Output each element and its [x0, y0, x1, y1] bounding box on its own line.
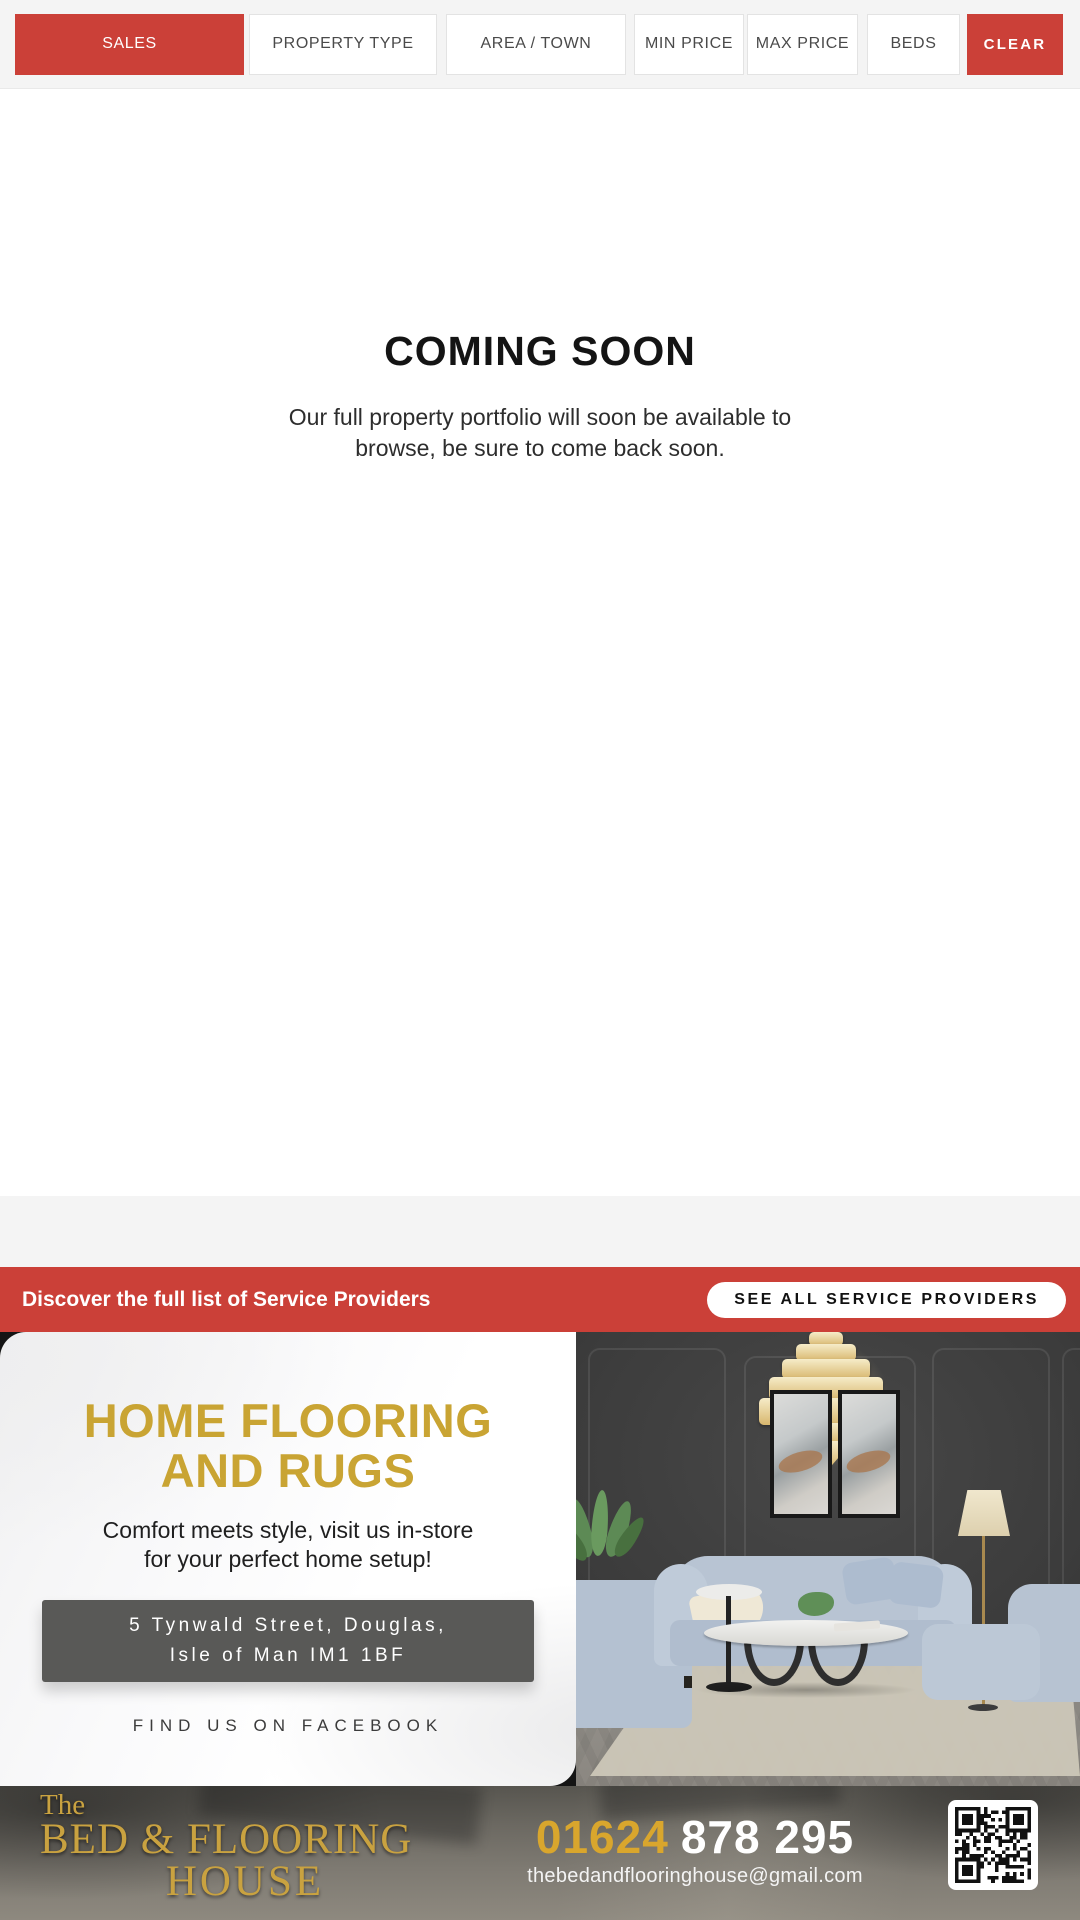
qr-code	[948, 1800, 1038, 1890]
page-subtitle	[0, 402, 1080, 464]
beds-button[interactable]: BEDS	[867, 14, 960, 75]
email-address: thebedandflooringhouse@gmail.com	[527, 1865, 863, 1887]
advert-footer	[0, 1786, 1080, 1920]
find-us-on-facebook-link[interactable]: FIND US ON FACEBOOK	[132, 1716, 444, 1735]
clear-button[interactable]: CLEAR	[967, 14, 1063, 75]
service-providers-banner	[0, 1267, 1080, 1332]
area-town-button[interactable]: AREA / TOWN	[446, 14, 626, 75]
phone-number: 01624 878 295	[535, 1811, 855, 1863]
spacer-band	[0, 1196, 1080, 1267]
subtitle-line: browse, be sure to come back soon.	[355, 435, 725, 461]
footer-contact	[520, 1811, 870, 1888]
advert-tagline: Comfort meets style, visit us in-store for your perfect home setup!	[102, 1517, 474, 1572]
max-price-button[interactable]: MAX PRICE	[747, 14, 858, 75]
advert-text-panel	[0, 1332, 576, 1786]
see-all-service-providers-button[interactable]: SEE ALL SERVICE PROVIDERS	[707, 1282, 1066, 1318]
subtitle-line: Our full property portfolio will soon be available to	[288, 404, 792, 430]
filter-bar	[0, 0, 1080, 89]
property-type-button[interactable]: PROPERTY TYPE	[249, 14, 437, 75]
service-banner-text: Discover the full list of Service Providers	[22, 1287, 431, 1311]
min-price-button[interactable]: MIN PRICE	[634, 14, 744, 75]
advert-address-box: 5 Tynwald Street, Douglas, Isle of Man IM1 1BF	[42, 1600, 534, 1682]
page-title: COMING SOON	[384, 328, 696, 374]
sales-button[interactable]: SALES	[15, 14, 244, 75]
showroom-photo	[576, 1332, 1080, 1786]
wall-art-frame	[770, 1390, 832, 1518]
coffee-table-base	[744, 1640, 868, 1686]
wall-art-frame	[838, 1390, 900, 1518]
bed-flooring-house-logo: The BED & FLOORING HOUSE	[40, 1789, 413, 1905]
ottoman	[922, 1624, 1040, 1700]
home-flooring-advert[interactable]	[0, 1332, 1080, 1786]
advert-heading: HOME FLOORING AND RUGS	[83, 1394, 493, 1497]
